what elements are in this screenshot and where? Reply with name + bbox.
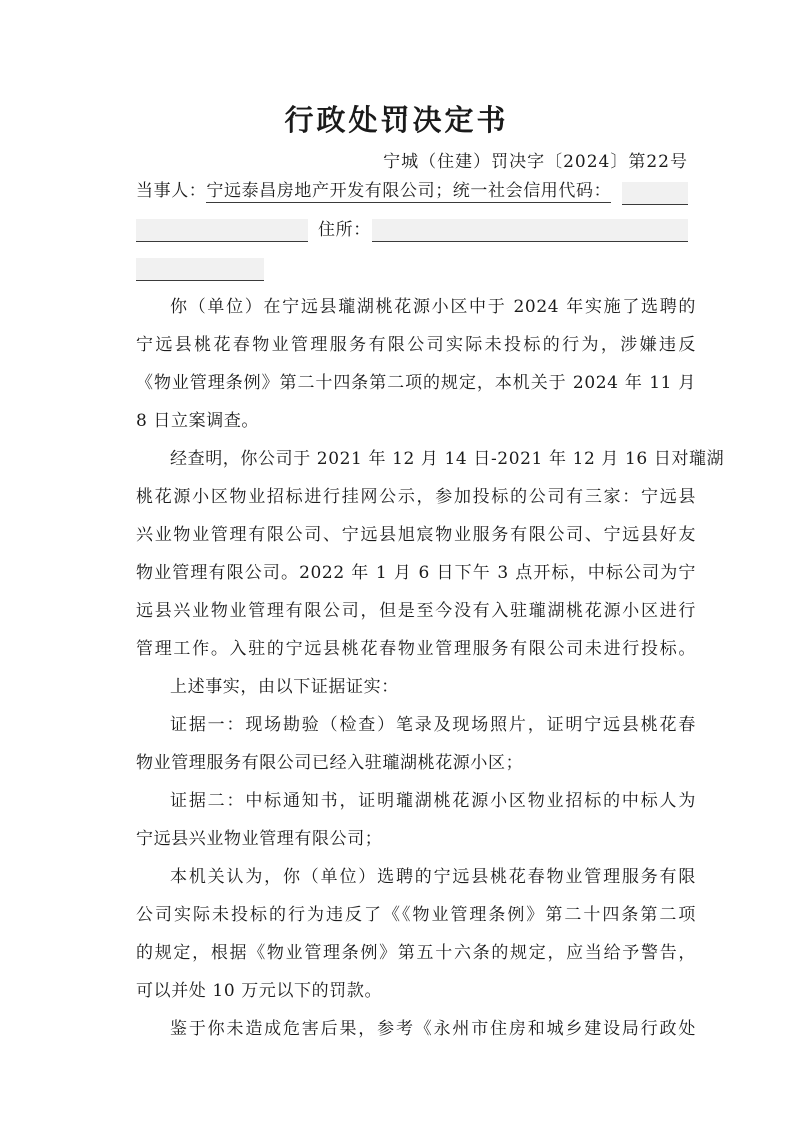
para1-line4: 8 日立案调查。 — [136, 411, 260, 431]
evidence1-line1: 证据一：现场勘验（检查）笔录及现场照片，证明宁远县桃花春 — [170, 715, 696, 735]
document-title: 行政处罚决定书 — [284, 103, 509, 137]
para2-line5: 远县兴业物业管理有限公司，但是至今没有入驻瓏湖桃花源小区进行 — [136, 601, 696, 621]
evidence1-line2: 物业管理服务有限公司已经入驻瓏湖桃花源小区； — [136, 753, 524, 773]
para4-line3: 的规定，根据《物业管理条例》第五十六条的规定，应当给予警告， — [136, 943, 696, 963]
para1-line2: 宁远县桃花春物业管理服务有限公司实际未投标的行为，涉嫌违反 — [136, 335, 696, 355]
para3: 上述事实，由以下证据证实： — [170, 677, 399, 697]
para2-line4: 物业管理有限公司。2022 年 1 月 6 日下午 3 点开标，中标公司为宁 — [136, 563, 696, 583]
party-label: 当事人： — [136, 181, 207, 201]
redacted-address — [372, 219, 688, 242]
address-label-line — [318, 219, 378, 241]
party-line — [136, 180, 696, 202]
para4-line1: 本机关认为，你（单位）选聘的宁远县桃花春物业管理服务有限 — [170, 867, 696, 887]
redacted-address-cont — [136, 258, 264, 281]
para1-line1: 你（单位）在宁远县瓏湖桃花源小区中于 2024 年实施了选聘的 — [170, 297, 696, 317]
evidence2-line2: 宁远县兴业物业管理有限公司； — [136, 829, 383, 849]
document-number: 宁城（住建）罚决字〔2024〕第22号 — [383, 152, 688, 172]
para2-line2: 桃花源小区物业招标进行挂网公示，参加投标的公司有三家：宁远县 — [136, 487, 696, 507]
para4-line4: 可以并处 10 万元以下的罚款。 — [136, 981, 383, 1001]
party-name: 宁远泰昌房地产开发有限公司；统一社会信用代码： — [206, 181, 612, 201]
address-label: 住所： — [318, 220, 371, 240]
para5-line1: 鉴于你未造成危害后果，参考《永州市住房和城乡建设局行政处 — [170, 1019, 696, 1039]
para1-line3: 《物业管理条例》第二十四条第二项的规定，本机关于 2024 年 11 月 — [136, 373, 696, 393]
redacted-credit-code-cont — [136, 219, 308, 242]
para2-line3: 兴业物业管理有限公司、宁远县旭宸物业服务有限公司、宁远县好友 — [136, 525, 696, 545]
evidence2-line1: 证据二：中标通知书，证明瓏湖桃花源小区物业招标的中标人为 — [170, 791, 696, 811]
redacted-credit-code — [622, 182, 688, 205]
para2-line1: 经查明，你公司于 2021 年 12 月 14 日-2021 年 12 月 16 日对瓏湖 — [170, 449, 725, 469]
para4-line2: 公司实际未投标的行为违反了《《物业管理条例》第二十四条第二项 — [136, 905, 696, 925]
para2-line6: 管理工作。入驻的宁远县桃花春物业管理服务有限公司未进行投标。 — [136, 639, 696, 659]
